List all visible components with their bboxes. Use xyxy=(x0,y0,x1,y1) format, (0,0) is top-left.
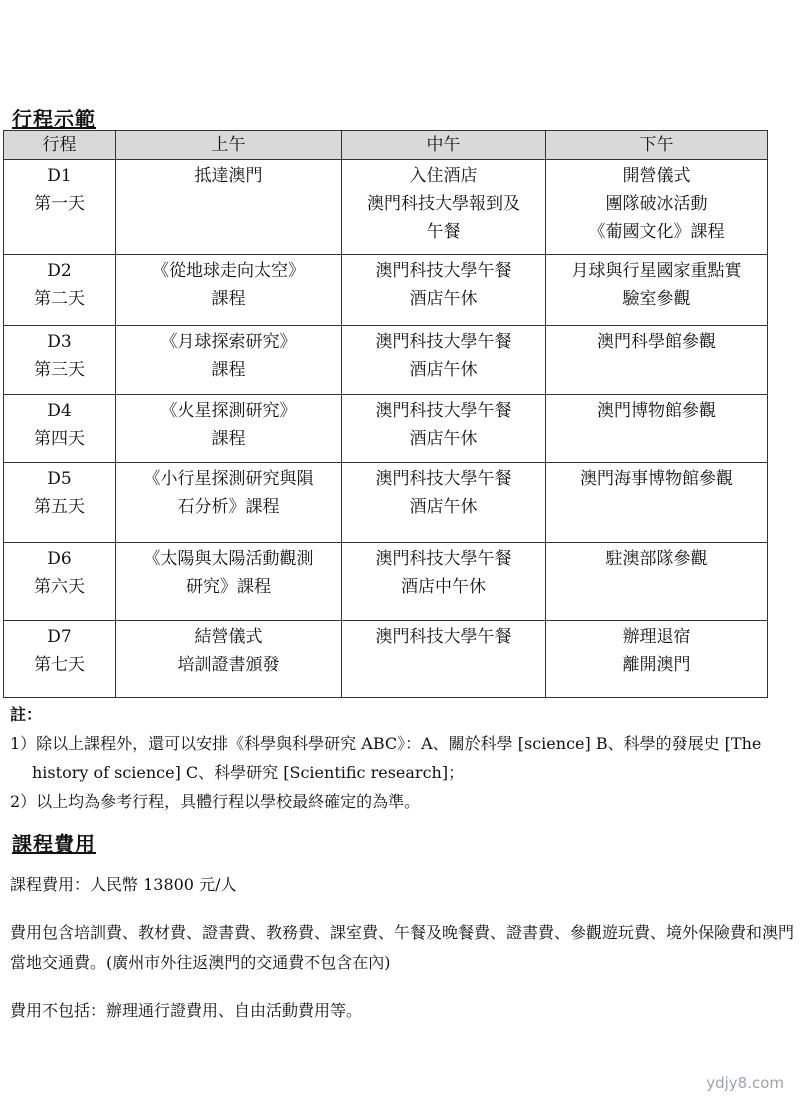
afternoon-cell xyxy=(546,326,768,395)
notes-heading: 註： xyxy=(10,705,43,724)
morning-cell xyxy=(116,326,342,395)
afternoon-cell xyxy=(546,463,768,543)
afternoon-cell xyxy=(546,621,768,698)
note-item: 1）除以上課程外，還可以安排《科學與科學研究 ABC》：A、關於科學 [science] B、科學的發展史 [The history of science] C、科學研究 [Scientific research]； xyxy=(10,734,762,782)
afternoon-cell-line: 澳門科學館參觀 xyxy=(597,332,716,352)
morning-cell xyxy=(116,621,342,698)
afternoon-cell xyxy=(546,395,768,463)
day-cell-line: 第二天 xyxy=(34,289,85,309)
table-row xyxy=(4,463,768,543)
morning-cell-line: 《火星探測研究》 xyxy=(160,401,297,421)
morning-cell-line: 培訓證書頒發 xyxy=(177,655,280,675)
note-item: 2）以上均為參考行程，具體行程以學校最終確定的為準。 xyxy=(10,792,421,811)
notes-block xyxy=(10,700,790,816)
morning-cell-line: 課程 xyxy=(211,289,246,309)
afternoon-cell xyxy=(546,255,768,326)
table-row xyxy=(4,326,768,395)
table-row xyxy=(4,621,768,698)
noon-cell-line: 酒店午休 xyxy=(409,429,478,449)
afternoon-cell xyxy=(546,160,768,255)
day-cell-line: 第四天 xyxy=(34,429,85,449)
morning-cell xyxy=(116,160,342,255)
day-cell-line: D7 xyxy=(47,627,72,647)
morning-cell-line: 研究》課程 xyxy=(186,577,271,597)
day-cell-line: D6 xyxy=(47,549,72,569)
afternoon-cell-line: 離開澳門 xyxy=(622,655,691,675)
header-morning: 上午 xyxy=(116,131,342,160)
table-row xyxy=(4,395,768,463)
table-header-row xyxy=(4,131,768,160)
table-row xyxy=(4,160,768,255)
noon-cell xyxy=(342,255,546,326)
day-cell-line: 第三天 xyxy=(34,360,85,380)
noon-cell-line: 酒店午休 xyxy=(409,360,478,380)
noon-cell xyxy=(342,543,546,621)
afternoon-cell-line: 駐澳部隊參觀 xyxy=(605,549,708,569)
morning-cell-line: 抵達澳門 xyxy=(194,166,263,186)
itinerary-section-title: 行程示範 xyxy=(12,107,96,131)
noon-cell xyxy=(342,463,546,543)
watermark: ydjy8.com xyxy=(706,1074,784,1092)
afternoon-cell-line: 辦理退宿 xyxy=(622,627,691,647)
morning-cell-line: 結營儀式 xyxy=(194,627,263,647)
fee-excludes-paragraph: 費用不包括：辦理通行證費用、自由活動費用等。 xyxy=(10,1001,363,1020)
day-cell xyxy=(4,395,116,463)
afternoon-cell-line: 《葡國文化》課程 xyxy=(588,222,725,242)
morning-cell xyxy=(116,463,342,543)
itinerary-table xyxy=(3,130,768,698)
afternoon-cell xyxy=(546,543,768,621)
morning-cell-line: 課程 xyxy=(211,429,246,449)
noon-cell-line: 澳門科技大學午餐 xyxy=(375,261,512,281)
afternoon-cell-line: 開營儀式 xyxy=(622,166,691,186)
day-cell-line: 第七天 xyxy=(34,655,85,675)
morning-cell-line: 《太陽與太陽活動觀測 xyxy=(143,549,314,569)
morning-cell-line: 《小行星探測研究與隕 xyxy=(143,469,314,489)
day-cell xyxy=(4,543,116,621)
noon-cell-line: 澳門科技大學午餐 xyxy=(375,469,512,489)
fee-price-line: 課程費用：人民幣 13800 元/人 xyxy=(10,875,237,894)
day-cell-line: D5 xyxy=(47,469,72,489)
noon-cell-line: 澳門科技大學午餐 xyxy=(375,332,512,352)
fee-section-title: 課程費用 xyxy=(12,832,96,856)
day-cell xyxy=(4,160,116,255)
day-cell-line: D2 xyxy=(47,261,72,281)
noon-cell xyxy=(342,326,546,395)
day-cell-line: 第一天 xyxy=(34,194,85,214)
morning-cell-line: 《月球探索研究》 xyxy=(160,332,297,352)
day-cell-line: 第五天 xyxy=(34,497,85,517)
noon-cell-line: 酒店中午休 xyxy=(401,577,486,597)
noon-cell-line: 澳門科技大學午餐 xyxy=(375,549,512,569)
noon-cell-line: 澳門科技大學報到及 xyxy=(367,194,520,214)
morning-cell-line: 《從地球走向太空》 xyxy=(152,261,305,281)
noon-cell-line: 酒店午休 xyxy=(409,289,478,309)
noon-cell-line: 入住酒店 xyxy=(409,166,478,186)
noon-cell-line: 酒店午休 xyxy=(409,497,478,517)
morning-cell-line: 石分析》課程 xyxy=(177,497,280,517)
morning-cell-line: 課程 xyxy=(211,360,246,380)
day-cell xyxy=(4,326,116,395)
afternoon-cell-line: 月球與行星國家重點實 xyxy=(571,261,742,281)
noon-cell-line: 澳門科技大學午餐 xyxy=(375,627,512,647)
morning-cell xyxy=(116,255,342,326)
afternoon-cell-line: 驗室參觀 xyxy=(622,289,691,309)
fee-includes-paragraph: 費用包含培訓費、教材費、證書費、教務費、課室費、午餐及晚餐費、證書費、參觀遊玩費、境外保險費和澳門當地交通費。(廣州市外往返澳門的交通費不包含在內) xyxy=(10,923,795,972)
header-noon: 中午 xyxy=(342,131,546,160)
afternoon-cell-line: 團隊破冰活動 xyxy=(605,194,708,214)
noon-cell xyxy=(342,621,546,698)
morning-cell xyxy=(116,395,342,463)
day-cell-line: D3 xyxy=(47,332,72,352)
day-cell-line: 第六天 xyxy=(34,577,85,597)
noon-cell-line: 澳門科技大學午餐 xyxy=(375,401,512,421)
day-cell-line: D1 xyxy=(47,166,72,186)
afternoon-cell-line: 澳門博物館參觀 xyxy=(597,401,716,421)
morning-cell xyxy=(116,543,342,621)
table-row xyxy=(4,543,768,621)
noon-cell xyxy=(342,160,546,255)
afternoon-cell-line: 澳門海事博物館參觀 xyxy=(580,469,733,489)
noon-cell-line: 午餐 xyxy=(426,222,461,242)
header-afternoon: 下午 xyxy=(546,131,768,160)
table-row xyxy=(4,255,768,326)
day-cell xyxy=(4,621,116,698)
day-cell xyxy=(4,463,116,543)
day-cell xyxy=(4,255,116,326)
header-day: 行程 xyxy=(4,131,116,160)
day-cell-line: D4 xyxy=(47,401,72,421)
noon-cell xyxy=(342,395,546,463)
